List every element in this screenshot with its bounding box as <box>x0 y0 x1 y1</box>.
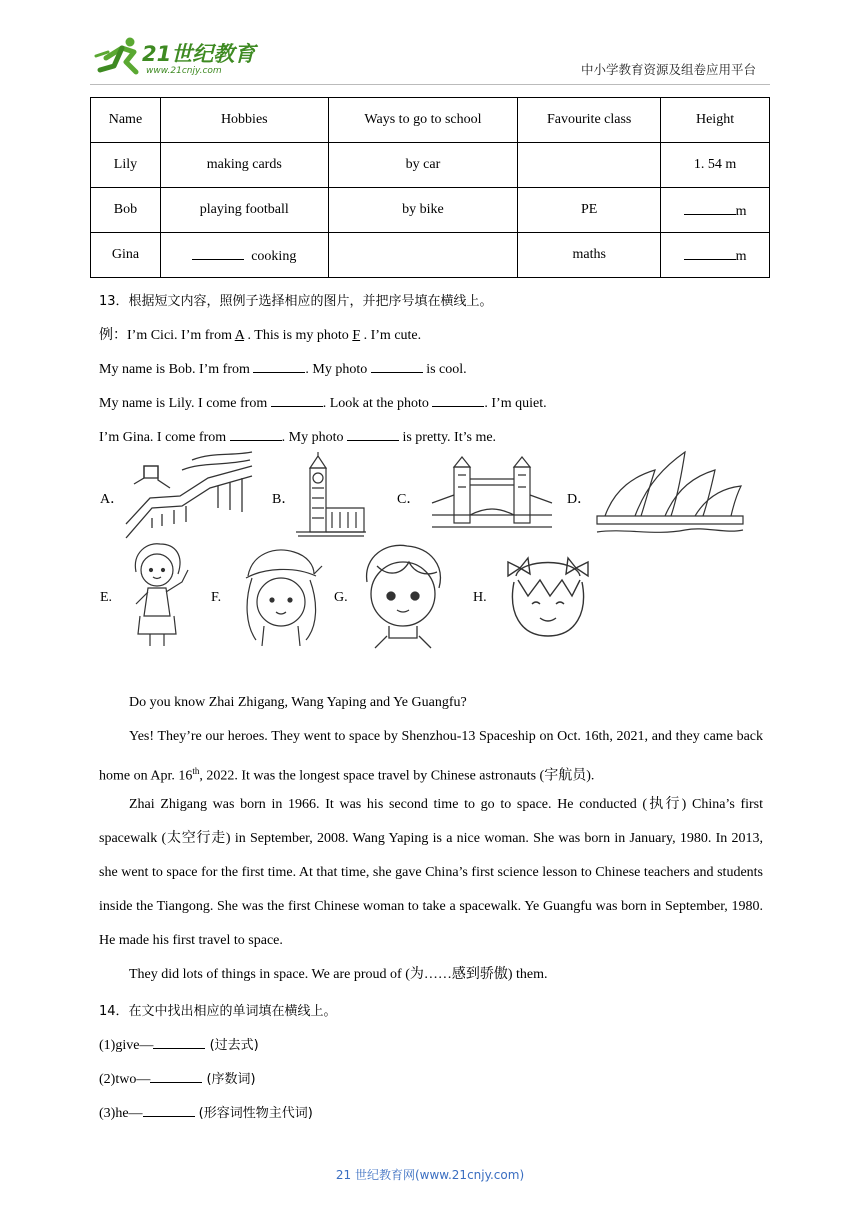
table-cell: cooking <box>160 233 328 278</box>
answer-blank[interactable] <box>192 245 244 260</box>
table-cell: m <box>661 188 770 233</box>
girl-with-bows-image <box>500 552 596 638</box>
answer-blank[interactable] <box>371 358 423 373</box>
table-cell: m <box>661 233 770 278</box>
answer-blank[interactable] <box>432 392 484 407</box>
option-e-label: E. <box>100 590 113 605</box>
option-h-label: H. <box>473 590 487 605</box>
answer-blank[interactable] <box>143 1102 195 1117</box>
header-cell: Ways to go to school <box>328 98 518 143</box>
girl-waving-image <box>122 542 196 650</box>
header-divider <box>90 84 770 85</box>
option-d-label: D． <box>567 492 592 507</box>
passage-p3: Zhai Zhigang was born in 1966. It was his second time to go to space. He conducted (执行) China’s first spacewalk (太空行走) in September, 2008. Wang Yaping is a nice woman. She was born in January, 1980. In 2013, she went to space for the first time. At that time, she gave China’s first science lesson to Chinese teachers and students inside the Tiangong. She was the first Chinese woman to take a spacewalk. Ye Guangfu was born in September, 1980. He made his first travel to space. <box>99 797 763 948</box>
q13-line-gina: I’m Gina. I come from . My photo is pretty. It’s me. <box>99 426 496 446</box>
table-cell: Gina <box>91 233 161 278</box>
big-ben-image <box>294 452 368 538</box>
table-cell: PE <box>518 188 661 233</box>
option-b-label: B． <box>272 492 296 507</box>
q13-line-lily: My name is Lily. I come from . Look at the photo . I’m quiet. <box>99 392 547 412</box>
table-cell: 1. 54 m <box>661 143 770 188</box>
site-logo <box>92 36 262 78</box>
table-header-row <box>91 98 770 143</box>
answer-blank[interactable] <box>153 1034 205 1049</box>
page-footer: 21 世纪教育网(www.21cnjy.com) <box>335 1168 525 1182</box>
table-cell: by car <box>328 143 518 188</box>
option-a-label: A． <box>100 492 125 507</box>
q13-line-bob: My name is Bob. I’m from . My photo is cool. <box>99 358 467 378</box>
q14-item: (1)give— (过去式) <box>99 1034 259 1054</box>
passage-p4: They did lots of things in space. We are proud of (为……感到骄傲) them. <box>129 967 548 982</box>
q13-example: 例：I’m Cici. I’m from A . This is my photo F . I’m cute. <box>99 328 422 343</box>
answer-blank[interactable] <box>684 200 736 215</box>
table-cell: by bike <box>328 188 518 233</box>
girl-with-hat-image <box>234 546 324 648</box>
q14-title: 14．在文中找出相应的单词填在横线上。 <box>99 1004 337 1019</box>
platform-title: 中小学教育资源及组卷应用平台 <box>580 62 756 77</box>
table-row <box>91 143 770 188</box>
header-cell: Name <box>91 98 161 143</box>
header-cell: Hobbies <box>160 98 328 143</box>
table-row <box>91 188 770 233</box>
logo-url: www.21cnjy.com <box>146 66 222 76</box>
header-cell: Favourite class <box>518 98 661 143</box>
great-wall-image <box>122 448 254 540</box>
table-cell <box>518 143 661 188</box>
runner-icon <box>96 38 136 73</box>
q14-item: (3)he— (形容词性物主代词) <box>99 1102 313 1122</box>
answer-blank[interactable] <box>253 358 305 373</box>
logo-text: 21世纪教育 <box>142 42 256 66</box>
boy-image <box>357 542 449 650</box>
q13-title: 13．根据短文内容，照例子选择相应的图片，并把序号填在横线上。 <box>99 294 493 309</box>
passage-p2: Yes! They’re our heroes. They went to space by Shenzhou-13 Spaceship on Oct. 16th, 2021, and they came back home on Apr. 16th, 2022. It was the longest space travel by Chinese astronauts (宇航员). <box>99 729 763 784</box>
sydney-opera-house-image <box>595 448 745 538</box>
answer-blank[interactable] <box>684 245 736 260</box>
table-cell <box>328 233 518 278</box>
answer-blank[interactable] <box>347 426 399 441</box>
tower-bridge-image <box>430 455 554 535</box>
answer-blank[interactable] <box>230 426 282 441</box>
header-cell: Height <box>661 98 770 143</box>
table-cell: Lily <box>91 143 161 188</box>
passage-p1: Do you know Zhai Zhigang, Wang Yaping and Ye Guangfu? <box>129 695 467 710</box>
table-cell: making cards <box>160 143 328 188</box>
table-cell: playing football <box>160 188 328 233</box>
option-g-label: G. <box>334 590 348 605</box>
table-cell: Bob <box>91 188 161 233</box>
info-table <box>90 97 770 278</box>
table-cell: maths <box>518 233 661 278</box>
answer-blank[interactable] <box>271 392 323 407</box>
table-row <box>91 233 770 278</box>
answer-blank[interactable] <box>150 1068 202 1083</box>
option-c-label: C． <box>397 492 421 507</box>
q14-item: (2)two— (序数词) <box>99 1068 256 1088</box>
option-f-label: F. <box>211 590 222 605</box>
